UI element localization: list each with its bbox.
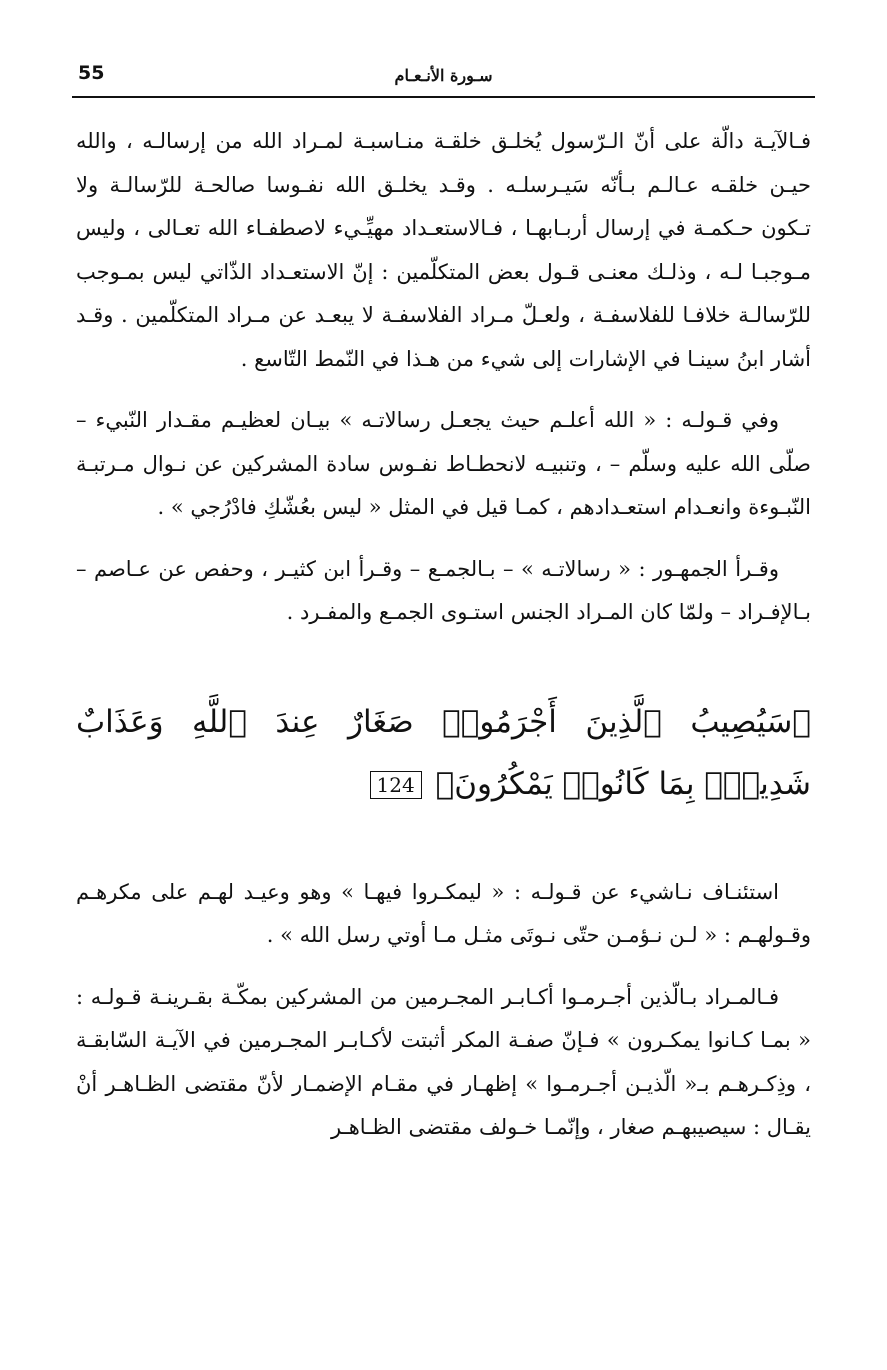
running-title: سـورة الأنـعـام	[394, 66, 493, 85]
paragraph-gap	[76, 381, 811, 399]
quran-verse	[76, 691, 811, 815]
paragraph-gap	[76, 958, 811, 976]
paragraph-5: فـالمـراد بـالّذين أجـرمـوا أكـابـر المجـرمين من المشركين بمكّـة بقـرينـة قـولـه : « بمـا كـانوا يمكـرون » فـإنّ صفـة المكر أثبتت لأكـابـر المجـرمين في الآيـة السّابقـة ، وذِكـرهـم بـ« الّذيـن أجـرمـوا » إظهـار في مقـام الإضمـار لأنّ مقتضى الظـاهـر أنْ يقـال : سيصيبهـم صغار ، وإنّمـا خـولف مقتضى الظـاهـر	[76, 984, 811, 1139]
paragraph-4: استئنـاف نـاشيء عن قـولـه : « ليمكـروا فيهـا » وهو وعيـد لهـم على مكرهـم وقـولهـم : « لـن نـؤمـن حتّى نـوتَى مثـل مـا أوتي رسل الله » .	[76, 879, 811, 947]
section-gap	[76, 635, 811, 691]
paragraph-2: وفي قـولـه : « الله أعلـم حيث يجعـل رسالاتـه » بيـان لعظيـم مقـدار النّبيء – صلّى الله عليه وسلّم – ، وتنبيـه لانحطـاط نفـوس سادة المشركين عن نـوال مـرتبـة النّبـوءة وانعـدام استعـدادهم ، كمـا قيل في المثل « ليس بعُشّكِ فادْرُجي » .	[76, 408, 811, 519]
paragraph-gap	[76, 530, 811, 548]
paragraph-3: وقـرأ الجمهـور : « رسالاتـه » – بـالجمـع – وقـرأ ابن كثيـر ، وحفص عن عـاصم – بـالإفـراد – ولمّا كان المـراد الجنس استـوى الجمـع والمفـرد .	[76, 556, 811, 624]
page-header	[72, 60, 815, 100]
section-gap	[76, 815, 811, 871]
header-rule	[72, 96, 815, 98]
verse-number: 124	[370, 771, 422, 799]
paragraph-1: فـالآيـة دالّة على أنّ الـرّسول يُخلـق خلقـة منـاسبـة لمـراد الله من إرسالـه ، والله حيـن خلقـه عـالـم بـأنّه سَيـرسلـه . وقـد يخلـق الله نفـوسا صالحـة للرّسالـة ولا تـكون حـكمـة في إرسال أربـابهـا ، فـالاستعـداد مهيِّـيء لاصطفـاء الله تعـالى ، وليس مـوجبـا لـه ، وذلـك معنـى قـول بعض المتكلّمين : إنّ الاستعـداد الذّاتي ليس بمـوجب للرّسالـة خلافـا للفلاسفـة ، ولعـلّ مـراد الفلاسفـة لا يبعـد عن مـراد المتكلّمين . وقـد أشار ابنُ سينـا في الإشارات إلى شيء من هـذا في النّمط التّاسع .	[76, 129, 811, 371]
page-number: 55	[78, 62, 105, 84]
body-text	[76, 120, 811, 1150]
verse-text: ﴿سَيُصِيبُ ٱلَّذِينَ أَجْرَمُوا۟ صَغَارٌ عِندَ ٱللَّهِ وَعَذَابٌ شَدِيدٌۢ بِمَا كَانُوا۟ يَمْكُرُونَ﴾	[76, 703, 811, 802]
